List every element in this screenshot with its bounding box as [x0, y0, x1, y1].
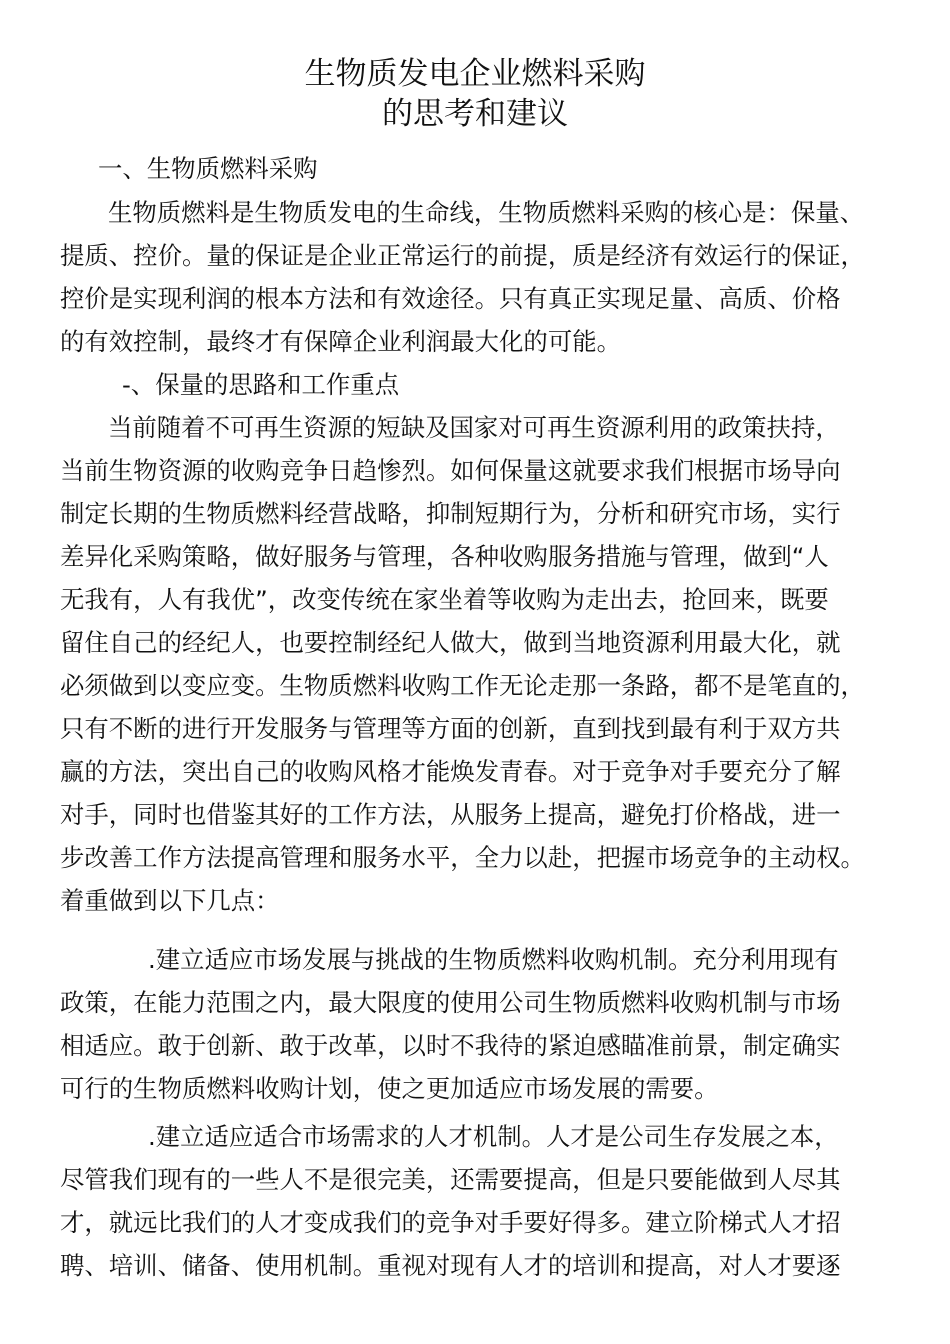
paragraph-2-line-7: 必须做到以变应变。生物质燃料收购工作无论走那一条路，都不是笔直的， [60, 671, 865, 700]
paragraph-2-line-2: 当前生物资源的收购竞争日趋惨烈。如何保量这就要求我们根据市场导向 [60, 456, 841, 485]
paragraph-2-line-9: 赢的方法，突出自己的收购风格才能焕发青春。对于竞争对手要充分了解 [60, 757, 841, 786]
paragraph-1-line-2: 提质、控价。量的保证是企业正常运行的前提，质是经济有效运行的保证， [60, 241, 865, 270]
paragraph-3-line-4: 可行的生物质燃料收购计划，使之更加适应市场发展的需要。 [60, 1074, 719, 1103]
paragraph-3-line-3: 相适应。敢于创新、敢于改革，以时不我待的紧迫感瞄准前景，制定确实 [60, 1031, 841, 1060]
paragraph-3-line-1: .建立适应市场发展与挑战的生物质燃料收购机制。充分利用现有 [148, 945, 839, 974]
paragraph-3-line-2: 政策，在能力范围之内，最大限度的使用公司生物质燃料收购机制与市场 [60, 988, 841, 1017]
paragraph-4-line-3: 才，就远比我们的人才变成我们的竞争对手要好得多。建立阶梯式人才招 [60, 1208, 841, 1237]
paragraph-1-line-3: 控价是实现利润的根本方法和有效途径。只有真正实现足量、高质、价格 [60, 284, 841, 313]
paragraph-1-line-4: 的有效控制，最终才有保障企业利润最大化的可能。 [60, 327, 621, 356]
paragraph-2-line-1: 当前随着不可再生资源的短缺及国家对可再生资源利用的政策扶持， [108, 413, 840, 442]
paragraph-2-line-8: 只有不断的进行开发服务与管理等方面的创新，直到找到最有利于双方共 [60, 714, 841, 743]
paragraph-4-line-2: 尽管我们现有的一些人不是很完美，还需要提高，但是只要能做到人尽其 [60, 1165, 841, 1194]
paragraph-2-line-3: 制定长期的生物质燃料经营战略，抑制短期行为，分析和研究市场，实行 [60, 499, 841, 528]
paragraph-4-line-1: .建立适应适合市场需求的人才机制。人才是公司生存发展之本， [148, 1122, 839, 1151]
document-title-line-1: 生物质发电企业燃料采购 [304, 56, 646, 92]
paragraph-4-line-4: 聘、培训、储备、使用机制。重视对现有人才的培训和提高，对人才要逐 [60, 1251, 841, 1280]
paragraph-2-line-5: 无我有，人有我优”，改变传统在家坐着等收购为走出去，抢回来，既要 [60, 585, 829, 614]
paragraph-2-line-12: 着重做到以下几点： [60, 886, 280, 915]
section-heading: 一、生物质燃料采购 [98, 154, 318, 183]
paragraph-2-line-6: 留住自己的经纪人，也要控制经纪人做大，做到当地资源利用最大化，就 [60, 628, 841, 657]
document-title-line-2: 的思考和建议 [382, 96, 568, 132]
paragraph-1-line-1: 生物质燃料是生物质发电的生命线，生物质燃料采购的核心是：保量、 [108, 198, 865, 227]
paragraph-2-line-4: 差异化采购策略，做好服务与管理，各种收购服务措施与管理，做到“人 [60, 542, 829, 571]
subheading: -、保量的思路和工作重点 [122, 370, 400, 399]
paragraph-2-line-11: 步改善工作方法提高管理和服务水平，全力以赴，把握市场竞争的主动权。 [60, 843, 865, 872]
paragraph-2-line-10: 对手，同时也借鉴其好的工作方法，从服务上提高，避免打价格战，进一 [60, 800, 841, 829]
